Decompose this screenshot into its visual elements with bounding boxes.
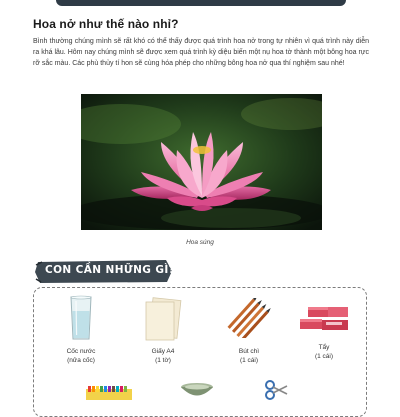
photo-caption: Hoa súng — [186, 239, 214, 246]
item-name: Tẩy — [318, 344, 330, 351]
materials-banner-title: CON CẦN NHỮNG GÌ? — [45, 264, 176, 276]
item-qty: (nửa cốc) — [67, 357, 95, 364]
bowl-icon — [178, 382, 216, 400]
item-qty: (1 cái) — [314, 353, 334, 360]
item-name: Bút chì — [238, 348, 260, 355]
section-title: Hoa nở như thế nào nhỉ? — [33, 17, 179, 31]
scissors-icon — [264, 380, 288, 400]
item-label-water-glass — [51, 347, 111, 365]
item-name: Giấy A4 — [151, 348, 175, 355]
item-qty: (1 tờ) — [155, 357, 171, 364]
item-label-paper — [133, 347, 193, 365]
colored-pencils-box-icon — [84, 386, 134, 400]
water-glass-icon — [68, 295, 94, 341]
pencils-icon — [226, 298, 272, 338]
erasers-icon — [298, 305, 352, 335]
item-label-pencil — [219, 347, 279, 365]
water-lily-photo — [81, 94, 322, 230]
intro-paragraph: Bình thường chúng mình sẽ rất khó có thể thấy được quá trình hoa nở trong tự nhiên vì quá trình này diễn ra khá lâu. Hôm nay chúng mình sẽ được xem quá trình kỳ diệu biến một nụ hoa tờ thành một bông hoa rực rỡ sắc màu. Các phù thủy tí hon sẽ cùng hóa phép cho những bông hoa nở qua thí nghiệm sau nhé! — [33, 38, 369, 67]
top-decorative-bar — [56, 0, 346, 6]
item-label-eraser — [294, 343, 354, 361]
item-qty: (1 cái) — [239, 357, 259, 364]
paper-sheets-icon — [141, 297, 183, 343]
item-name: Cốc nước — [66, 348, 96, 355]
